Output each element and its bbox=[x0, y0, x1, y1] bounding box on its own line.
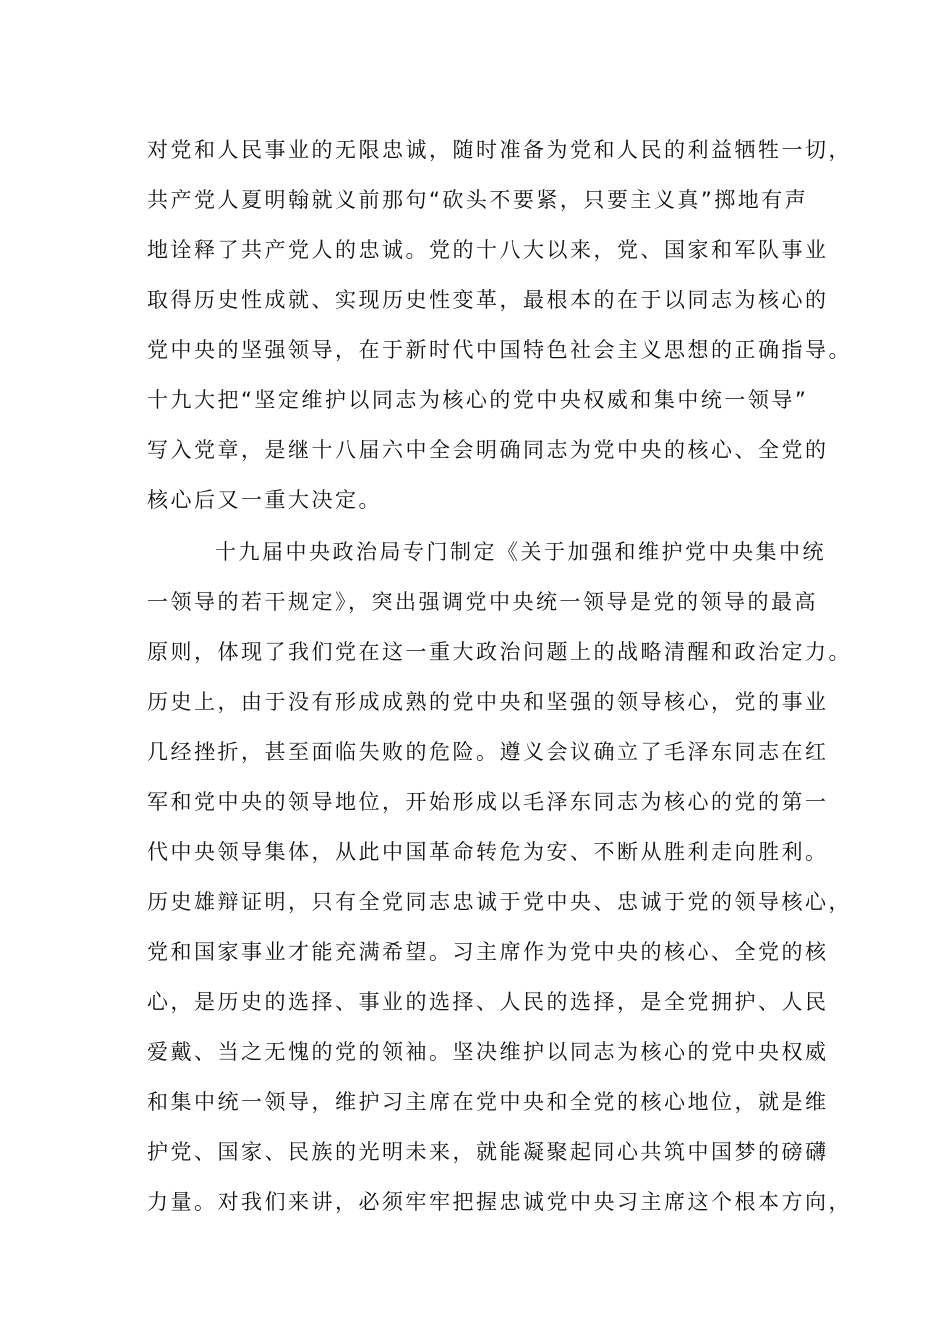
text-line: 军和党中央的领导地位，开始形成以毛泽东同志为核心的党的第一 bbox=[147, 790, 829, 814]
text-line: 党和国家事业才能充满希望。习主席作为党中央的核心、全党的核 bbox=[147, 940, 829, 964]
text-line: 历史上，由于没有形成成熟的党中央和坚强的领导核心，党的事业 bbox=[147, 690, 829, 714]
text-line: 核心后又一重大决定。 bbox=[147, 488, 382, 512]
text-line: 原则，体现了我们党在这一重大政治问题上的战略清醒和政治定力。 bbox=[147, 640, 852, 664]
text-line: 十九大把“坚定维护以同志为核心的党中央权威和集中统一领导” bbox=[147, 388, 809, 412]
text-line: 党中央的坚强领导，在于新时代中国特色社会主义思想的正确指导。 bbox=[147, 338, 852, 362]
text-line: 几经挫折，甚至面临失败的危险。遵义会议确立了毛泽东同志在红 bbox=[147, 740, 829, 764]
text-line: 一领导的若干规定》，突出强调党中央统一领导是党的领导的最高 bbox=[147, 590, 818, 614]
text-line: 十九届中央政治局专门制定《关于加强和维护党中央集中统 bbox=[215, 540, 826, 564]
text-line: 共产党人夏明翰就义前那句“砍头不要紧，只要主义真”掷地有声 bbox=[147, 188, 809, 212]
text-line: 取得历史性成就、实现历史性变革，最根本的在于以同志为核心的 bbox=[147, 288, 829, 312]
text-line: 心，是历史的选择、事业的选择、人民的选择，是全党拥护、人民 bbox=[147, 990, 829, 1014]
text-line: 地诠释了共产党人的忠诚。党的十八大以来，党、国家和军队事业 bbox=[147, 238, 829, 262]
text-line: 爱戴、当之无愧的党的领袖。坚决维护以同志为核心的党中央权威 bbox=[147, 1040, 829, 1064]
text-line: 对党和人民事业的无限忠诚，随时准备为党和人民的利益牺牲一切， bbox=[147, 138, 852, 162]
text-line: 护党、国家、民族的光明未来，就能凝聚起同心共筑中国梦的磅礴 bbox=[147, 1140, 829, 1164]
text-line: 和集中统一领导，维护习主席在党中央和全党的核心地位，就是维 bbox=[147, 1090, 829, 1114]
text-line: 力量。对我们来讲，必须牢牢把握忠诚党中央习主席这个根本方向， bbox=[147, 1190, 852, 1214]
text-line: 写入党章，是继十八届六中全会明确同志为党中央的核心、全党的 bbox=[147, 438, 829, 462]
text-line: 历史雄辩证明，只有全党同志忠诚于党中央、忠诚于党的领导核心， bbox=[147, 890, 852, 914]
text-line: 代中央领导集体，从此中国革命转危为安、不断从胜利走向胜利。 bbox=[147, 840, 829, 864]
